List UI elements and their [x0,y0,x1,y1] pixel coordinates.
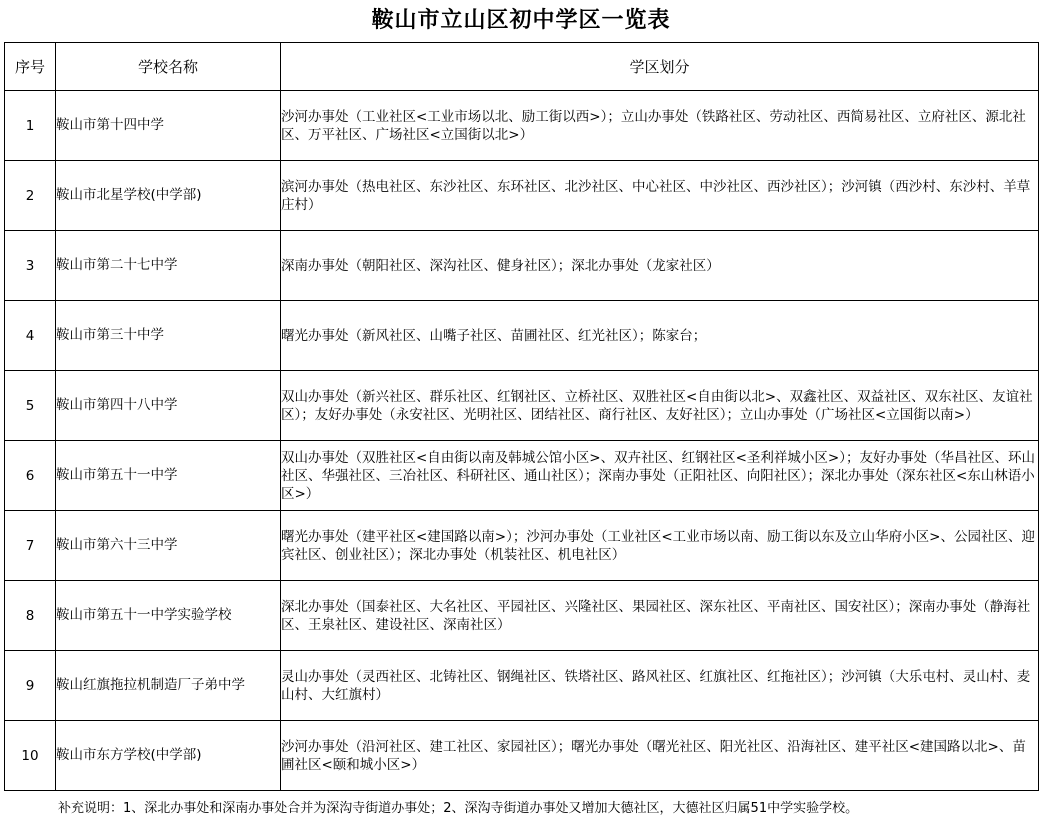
row-area: 双山办事处（新兴社区、群乐社区、红钢社区、立桥社区、双胜社区<自由街以北>、双鑫社区、双益社区、双东社区、友谊社区）；友好办事处（永安社区、光明社区、团结社区、商行社区、友好社区）；立山办事处（广场社区<立国街以南>） [281,371,1039,441]
table-row [5,91,1039,161]
page-title: 鞍山市立山区初中学区一览表 [371,8,671,33]
supplementary-note: 补充说明：1、深北办事处和深南办事处合并为深沟寺街道办事处；2、深沟寺街道办事处又增加大德社区，大德社区归属51中学实验学校。 [58,801,859,816]
row-area: 深南办事处（朝阳社区、深沟社区、健身社区）；深北办事处（龙家社区） [281,231,1039,301]
row-school: 鞍山红旗拖拉机制造厂子弟中学 [56,651,281,721]
row-area: 沙河办事处（沿河社区、建工社区、家园社区）；曙光办事处（曙光社区、阳光社区、沿海社区、建平社区<建国路以北>、苗圃社区<颐和城小区>） [281,721,1039,791]
table-row [5,231,1039,301]
table-row [5,301,1039,371]
row-area: 深北办事处（国泰社区、大名社区、平园社区、兴隆社区、果园社区、深东社区、平南社区、国安社区）；深南办事处（静海社区、王泉社区、建设社区、深南社区） [281,581,1039,651]
row-school: 鞍山市第四十八中学 [56,371,281,441]
table-header-row [5,43,1039,91]
row-num: 7 [5,511,56,581]
row-school: 鞍山市东方学校(中学部) [56,721,281,791]
row-school: 鞍山市第三十中学 [56,301,281,371]
header-area: 学区划分 [281,43,1039,91]
row-area: 灵山办事处（灵西社区、北铸社区、钢绳社区、铁塔社区、路风社区、红旗社区、红拖社区）；沙河镇（大乐屯村、灵山村、麦山村、大红旗村） [281,651,1039,721]
header-num: 序号 [5,43,56,91]
row-school: 鞍山市第二十七中学 [56,231,281,301]
table-row [5,441,1039,511]
table-row [5,721,1039,791]
row-num: 3 [5,231,56,301]
row-area: 曙光办事处（新风社区、山嘴子社区、苗圃社区、红光社区）；陈家台； [281,301,1039,371]
table-row [5,651,1039,721]
row-school: 鞍山市第十四中学 [56,91,281,161]
header-school: 学校名称 [56,43,281,91]
row-num: 4 [5,301,56,371]
row-area: 曙光办事处（建平社区<建国路以南>）；沙河办事处（工业社区<工业市场以南、励工街以东及立山华府小区>、公园社区、迎宾社区、创业社区）；深北办事处（机装社区、机电社区） [281,511,1039,581]
row-num: 2 [5,161,56,231]
row-school: 鞍山市北星学校(中学部) [56,161,281,231]
row-school: 鞍山市第六十三中学 [56,511,281,581]
row-num: 6 [5,441,56,511]
row-area: 双山办事处（双胜社区<自由街以南及韩城公馆小区>、双卉社区、红钢社区<圣利祥城小区>）；友好办事处（华昌社区、环山社区、华强社区、三冶社区、科研社区、通山社区）；深南办事处（正阳社区、向阳社区）；深北办事处（深东社区<东山林语小区>） [281,441,1039,511]
school-district-table [4,42,1039,791]
row-num: 5 [5,371,56,441]
row-num: 8 [5,581,56,651]
table-row [5,161,1039,231]
row-num: 1 [5,91,56,161]
row-num: 10 [5,721,56,791]
row-school: 鞍山市第五十一中学实验学校 [56,581,281,651]
row-school: 鞍山市第五十一中学 [56,441,281,511]
table-row [5,511,1039,581]
row-num: 9 [5,651,56,721]
row-area: 滨河办事处（热电社区、东沙社区、东环社区、北沙社区、中心社区、中沙社区、西沙社区）；沙河镇（西沙村、东沙村、羊草庄村） [281,161,1039,231]
table-row [5,371,1039,441]
table-row [5,581,1039,651]
row-area: 沙河办事处（工业社区<工业市场以北、励工街以西>）；立山办事处（铁路社区、劳动社区、西简易社区、立府社区、源北社区、万平社区、广场社区<立国街以北>） [281,91,1039,161]
